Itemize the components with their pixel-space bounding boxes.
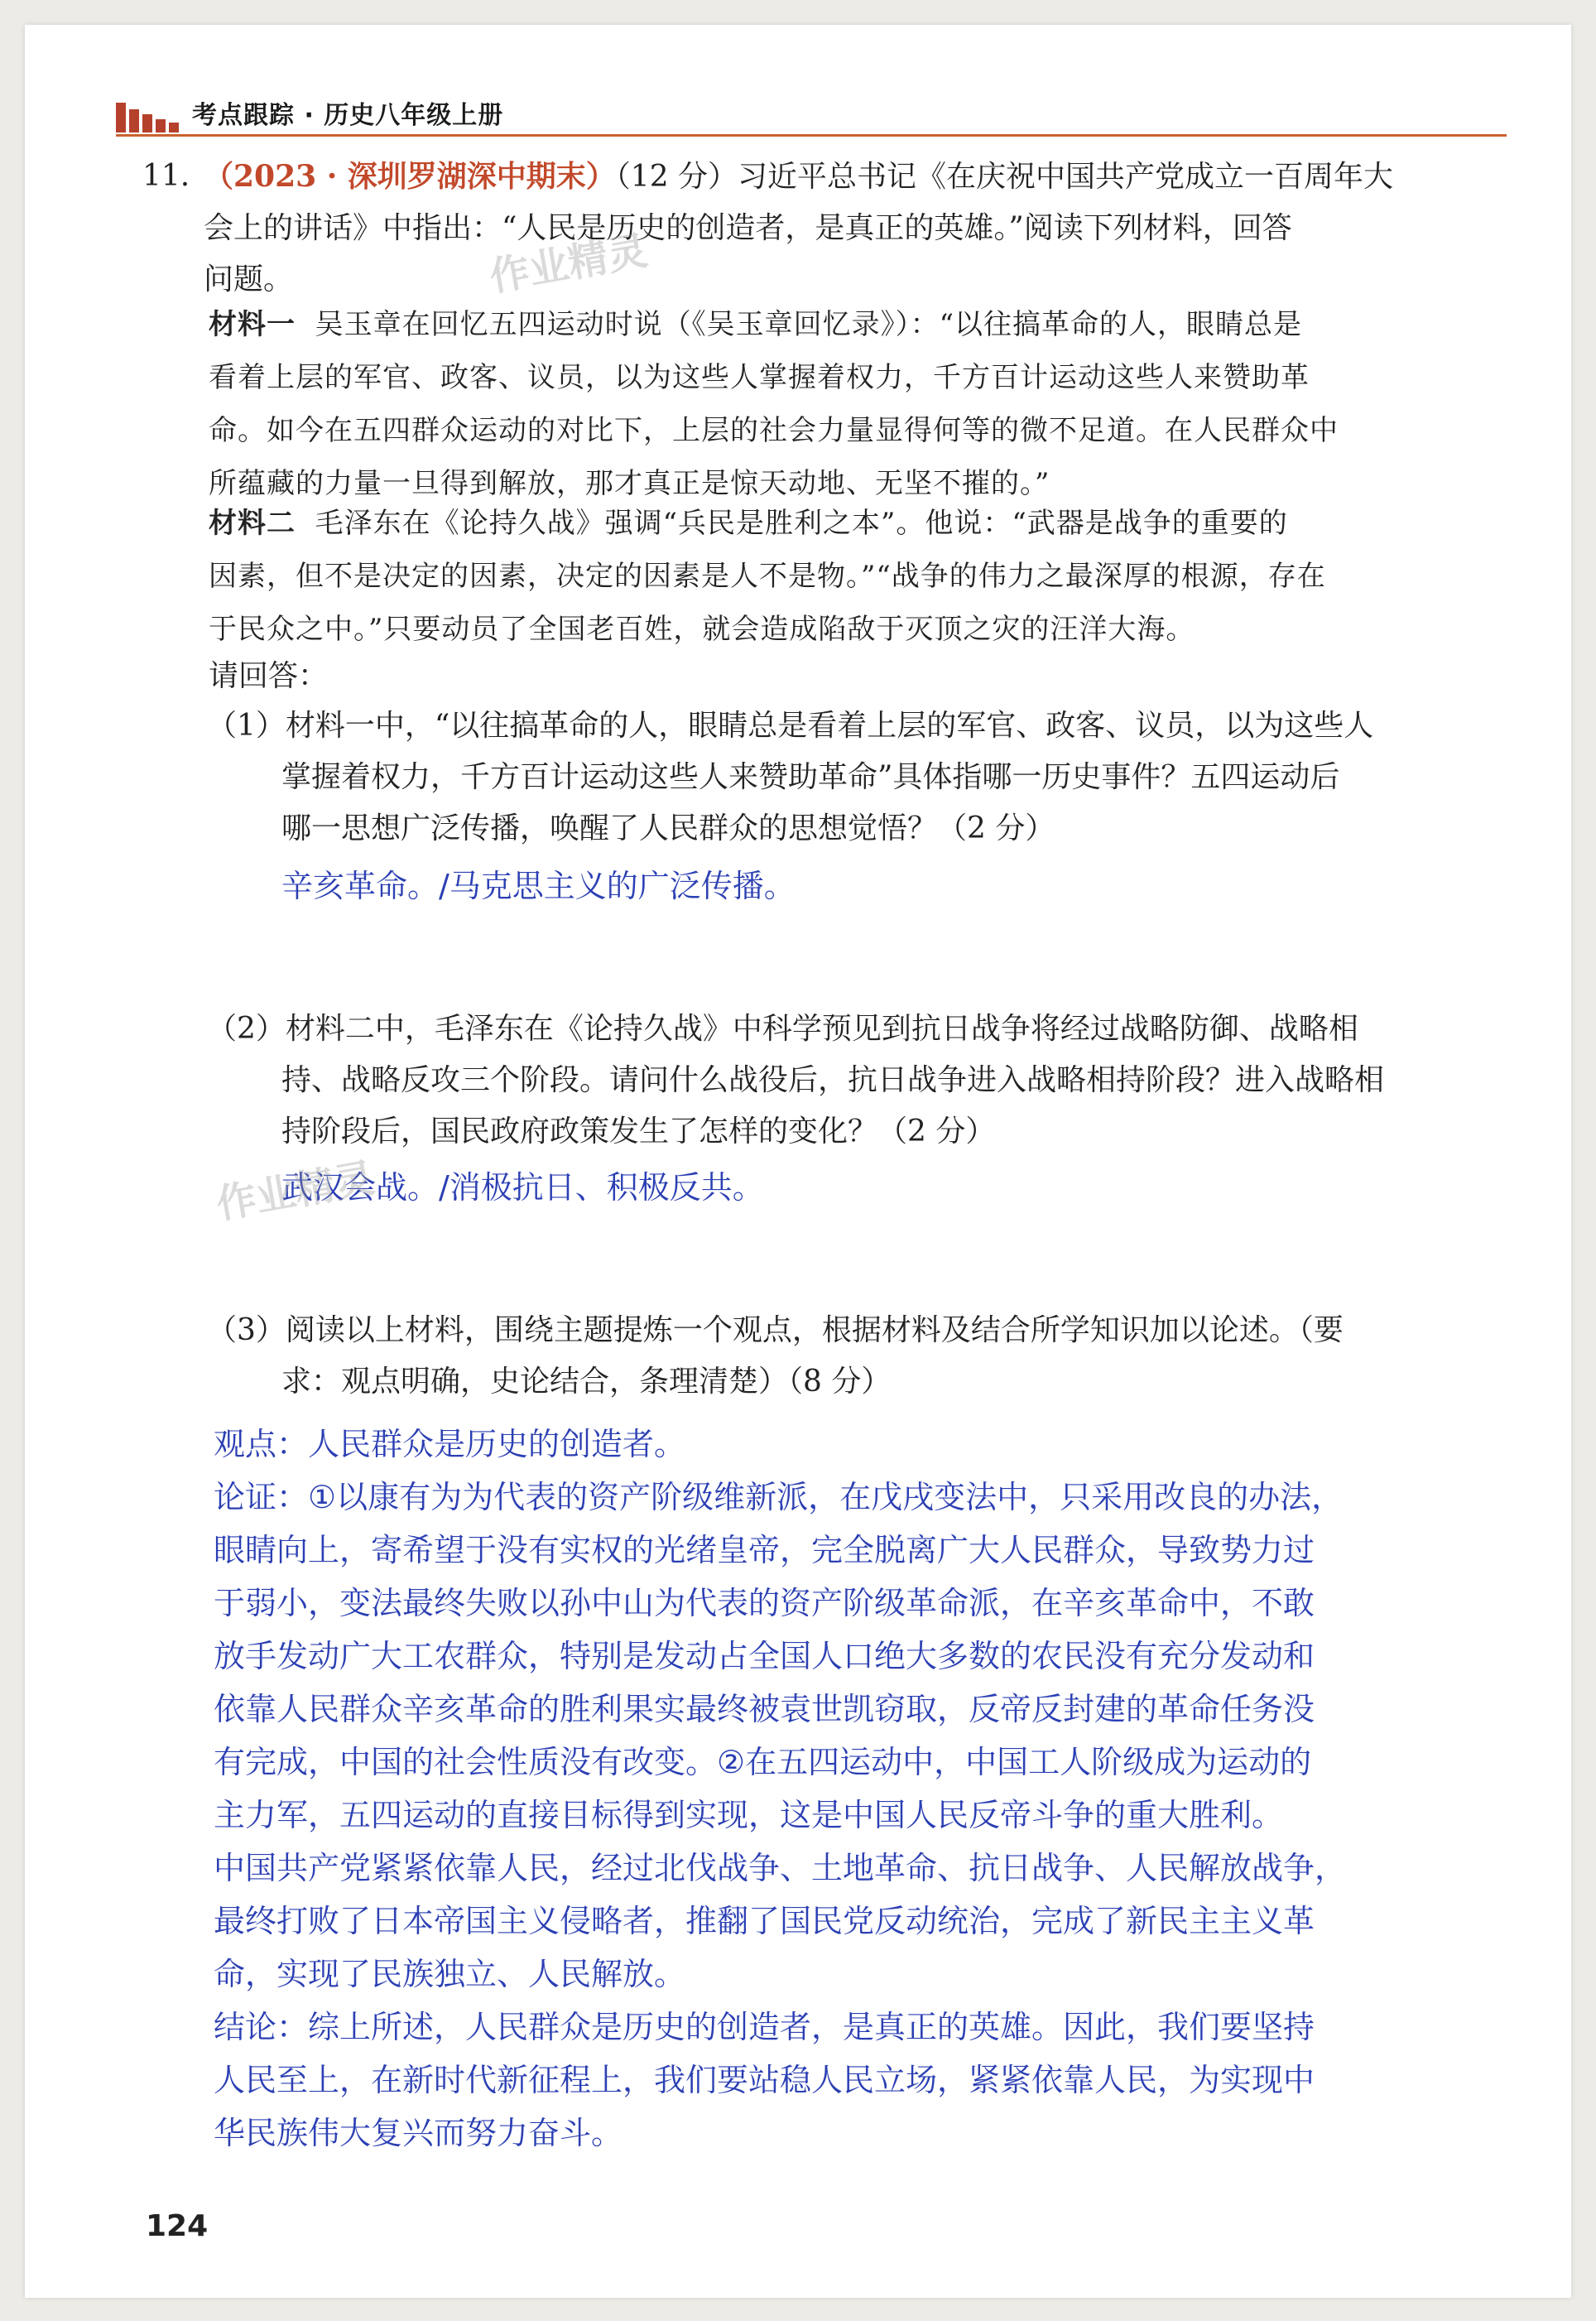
answer-2: 武汉会战。/消极抗日、积极反共。	[281, 1169, 764, 1206]
material-line: 看着上层的军官、政客、议员，以为这些人掌握着权力，千方百计运动这些人来赞助革	[209, 361, 1310, 394]
sub-question-3: （3）阅读以上材料，围绕主题提炼一个观点，根据材料及结合所学知识加以论述。（要 求：观点明确，史论结合，条理清楚）（8 分）	[207, 1313, 1344, 1399]
answer-line: 论证：①以康有为为代表的资产阶级维新派，在戊戌变法中，只采用改良的办法，	[214, 1479, 1344, 1515]
material-line: 因素，但不是决定的因素，决定的因素是人不是物。”“战争的伟力之最深厚的根源，存在	[209, 560, 1326, 593]
answer-line: 命，实现了民族独立、人民解放。	[214, 1956, 686, 1992]
material-1-label: 材料一	[209, 308, 296, 341]
answer-1: 辛亥革命。/马克思主义的广泛传播。	[281, 868, 796, 904]
material-line: 所蕴藏的力量一旦得到解放，那才真正是惊天动地、无坚不摧的。”	[209, 467, 1050, 500]
answer-line: 观点：人民群众是历史的创造者。	[214, 1426, 686, 1462]
question-number: 11.	[142, 159, 190, 193]
answer-line: 依靠人民群众辛亥革命的胜利果实最终被袁世凯窃取，反帝反封建的革命任务没	[214, 1691, 1315, 1727]
answer-line: 结论：综上所述，人民群众是历史的创造者，是真正的英雄。因此，我们要坚持	[214, 2009, 1315, 2045]
material-line: 于民众之中。”只要动员了全国老百姓，就会造成陷敌于灭顶之灾的汪洋大海。	[209, 613, 1195, 646]
answer-line: 中国共产党紧紧依靠人民，经过北伐战争、土地革命、抗日战争、人民解放战争，	[214, 1850, 1347, 1886]
header-title: 考点跟踪 · 历史八年级上册	[192, 101, 504, 130]
prompt: 请回答：	[209, 659, 329, 693]
material-2	[209, 497, 1517, 656]
watermark: 作业精灵	[486, 227, 651, 301]
watermark: 作业精灵	[213, 1154, 378, 1229]
answer-3	[214, 1418, 1538, 2160]
answer-line: 主力军，五四运动的直接目标得到实现，这是中国人民反帝斗争的重大胜利。	[214, 1797, 1284, 1833]
material-line: 材料二 毛泽东在《论持久战》强调“兵民是胜利之本”。他说：“武器是战争的重要的	[209, 507, 1288, 540]
answer-line: 眼睛向上，寄希望于没有实权的光绪皇帝，完全脱离广大人民群众，导致势力过	[214, 1532, 1315, 1568]
material-1	[209, 298, 1517, 510]
material-2-label: 材料二	[209, 507, 296, 540]
question-source: （2023 · 深圳罗湖深中期末）	[204, 159, 616, 194]
answer-line: 人民至上，在新时代新征程上，我们要站稳人民立场，紧紧依靠人民，为实现中	[214, 2062, 1315, 2098]
material-line: 材料一 吴玉章在回忆五四运动时说（《吴玉章回忆录》）：“以往搞革命的人，眼睛总是	[209, 308, 1303, 341]
stem-line: 会上的讲话》中指出：“人民是历史的创造者，是真正的英雄。”阅读下列材料，回答	[204, 211, 1292, 245]
sub-question-1: （1）材料一中，“以往搞革命的人，眼睛总是看着上层的军官、政客、议员，以为这些人 掌握着权力，千方百计运动这些人来赞助革命”具体指哪一历史事件？五四运动后 哪一思想广泛传播，唤醒了人民群众的思想觉悟？（2 分）	[207, 709, 1374, 845]
sub-question-2: （2）材料二中，毛泽东在《论持久战》中科学预见到抗日战争将经过战略防御、战略相 持、战略反攻三个阶段。请问什么战役后，抗日战争进入战略相持阶段？进入战略相 持阶段后，国民政府政策发生了怎样的变化？（2 分）	[207, 1012, 1385, 1148]
logo-bars-icon	[116, 103, 180, 132]
stem-line: （2023 · 深圳罗湖深中期末）（12 分）习近平总书记《在庆祝中国共产党成立一百周年大	[204, 159, 1394, 194]
answer-line: 于弱小，变法最终失败以孙中山为代表的资产阶级革命派，在辛亥革命中，不敢	[214, 1585, 1315, 1621]
question-stem	[204, 151, 1512, 306]
material-line: 命。如今在五四群众运动的对比下，上层的社会力量显得何等的微不足道。在人民群众中	[209, 414, 1339, 447]
page-header	[116, 98, 1507, 136]
header-divider	[116, 134, 1507, 137]
answer-line: 有完成，中国的社会性质没有改变。②在五四运动中，中国工人阶级成为运动的	[214, 1744, 1312, 1780]
answer-line: 最终打败了日本帝国主义侵略者，推翻了国民党反动统治，完成了新民主主义革	[214, 1903, 1315, 1939]
answer-line: 放手发动广大工农群众，特别是发动占全国人口绝大多数的农民没有充分发动和	[214, 1638, 1315, 1674]
stem-line: 问题。	[204, 262, 294, 296]
answer-line: 华民族伟大复兴而努力奋斗。	[214, 2115, 623, 2151]
page-number: 124	[146, 2209, 209, 2243]
